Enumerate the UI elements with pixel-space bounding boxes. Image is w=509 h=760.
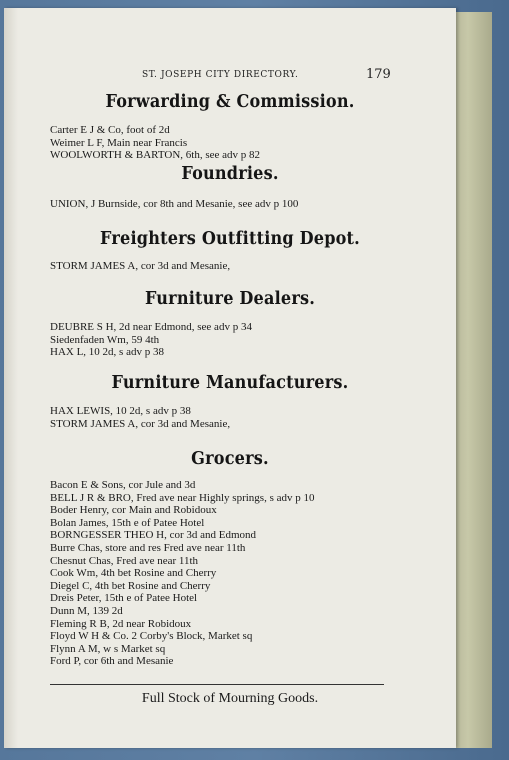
- section-furniture-dealers: [4, 289, 456, 309]
- list-item: Bolan James, 15th e of Patee Hotel: [50, 516, 205, 529]
- list-item: STORM JAMES A, cor 3d and Mesanie,: [50, 417, 231, 430]
- section-heading: Freighters Outfitting Depot.: [100, 229, 360, 249]
- list-item: Fleming R B, 2d near Robidoux: [50, 617, 192, 630]
- section-heading: Forwarding & Commission.: [105, 92, 355, 112]
- entries-freighters: [50, 260, 230, 273]
- list-item: BORNGESSER THEO H, cor 3d and Edmond: [50, 529, 257, 542]
- section-freighters: [4, 229, 456, 249]
- list-item: HAX L, 10 2d, s adv p 38: [50, 346, 164, 359]
- endpaper-strip: [452, 12, 492, 748]
- list-item: Weimer L F, Main near Francis: [50, 136, 188, 149]
- section-heading: Furniture Dealers.: [144, 289, 316, 309]
- footer-rule: [50, 684, 384, 685]
- entries-grocers: [50, 479, 314, 668]
- list-item: Cook Wm, 4th bet Rosine and Cherry: [50, 567, 217, 580]
- section-grocers: [4, 449, 456, 469]
- list-item: Dreis Peter, 15th e of Patee Hotel: [50, 592, 198, 605]
- list-item: Siedenfaden Wm, 59 4th: [50, 333, 160, 346]
- list-item: Dunn M, 139 2d: [50, 604, 123, 617]
- list-item: DEUBRE S H, 2d near Edmond, see adv p 34: [50, 321, 252, 333]
- running-head: [4, 67, 456, 90]
- list-item: Ford P, cor 6th and Mesanie: [50, 655, 174, 668]
- page-number: 179: [366, 67, 391, 82]
- section-heading: Grocers.: [191, 449, 269, 469]
- list-item: Burre Chas, store and res Fred ave near 11th: [50, 541, 246, 554]
- list-item: Diegel C, 4th bet Rosine and Cherry: [50, 579, 211, 592]
- list-item: Boder Henry, cor Main and Robidoux: [50, 504, 217, 517]
- list-item: Bacon E & Sons, cor Jule and 3d: [50, 479, 196, 491]
- entries-furniture-manufacturers: [50, 405, 230, 430]
- entries-forwarding: [50, 124, 260, 162]
- list-item: BELL J R & BRO, Fred ave near Highly springs, s adv p 10: [50, 491, 315, 504]
- section-heading: Foundries.: [181, 164, 279, 184]
- list-item: WOOLWORTH & BARTON, 6th, see adv p 82: [50, 149, 260, 162]
- list-item: HAX LEWIS, 10 2d, s adv p 38: [50, 405, 191, 417]
- directory-page: [4, 8, 456, 748]
- list-item: STORM JAMES A, cor 3d and Mesanie,: [50, 260, 231, 272]
- entries-foundries: [50, 198, 298, 211]
- footer-advertisement: Full Stock of Mourning Goods.: [141, 691, 319, 706]
- section-furniture-manufacturers: [4, 373, 456, 393]
- list-item: Carter E J & Co, foot of 2d: [50, 124, 170, 136]
- list-item: Floyd W H & Co. 2 Corby's Block, Market sq: [50, 630, 253, 643]
- list-item: Flynn A M, w s Market sq: [50, 642, 166, 655]
- list-item: UNION, J Burnside, cor 8th and Mesanie, see adv p 100: [50, 198, 299, 210]
- entries-furniture-dealers: [50, 321, 252, 359]
- section-forwarding: [4, 92, 456, 112]
- running-title: ST. JOSEPH CITY DIRECTORY.: [142, 70, 299, 80]
- section-heading: Furniture Manufacturers.: [111, 373, 349, 393]
- section-foundries: [4, 164, 456, 184]
- list-item: Chesnut Chas, Fred ave near 11th: [50, 554, 199, 567]
